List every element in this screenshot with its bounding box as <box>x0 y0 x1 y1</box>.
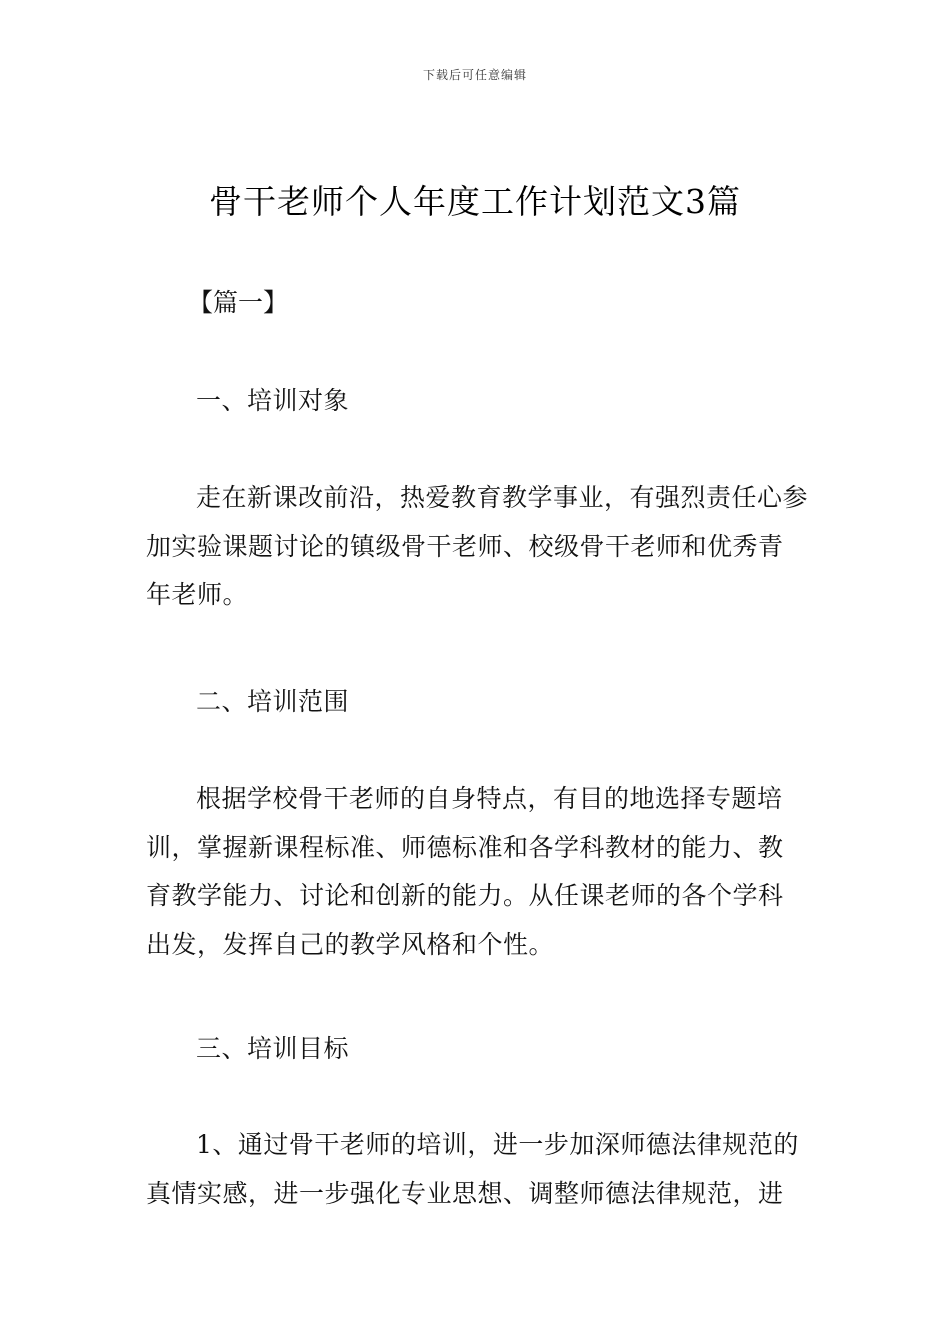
section-heading-3: 三、培训目标 <box>196 1034 350 1063</box>
section-heading-1: 一、培训对象 <box>196 386 350 415</box>
section-heading-2: 二、培训范围 <box>196 687 350 716</box>
section-paragraph-1: 走在新课改前沿，热爱教育教学事业，有强烈责任心参加实验课题讨论的镇级骨干老师、校级骨干老师和优秀青年老师。 <box>146 483 809 609</box>
section-paragraph-2: 根据学校骨干老师的自身特点，有目的地选择专题培训，掌握新课程标准、师德标准和各学科教材的能力、教育教学能力、讨论和创新的能力。从任课老师的各个学科出发，发挥自己的教学风格和个性。 <box>146 784 784 959</box>
part-label: 【篇一】 <box>188 288 289 317</box>
document-title: 骨干老师个人年度工作计划范文3篇 <box>209 182 741 221</box>
section-paragraph-3: 1、通过骨干老师的培训，进一步加深师德法律规范的真情实感，进一步强化专业思想、调整师德法律规范，进 <box>146 1130 799 1208</box>
header-note: 下载后可任意编辑 <box>422 68 527 82</box>
